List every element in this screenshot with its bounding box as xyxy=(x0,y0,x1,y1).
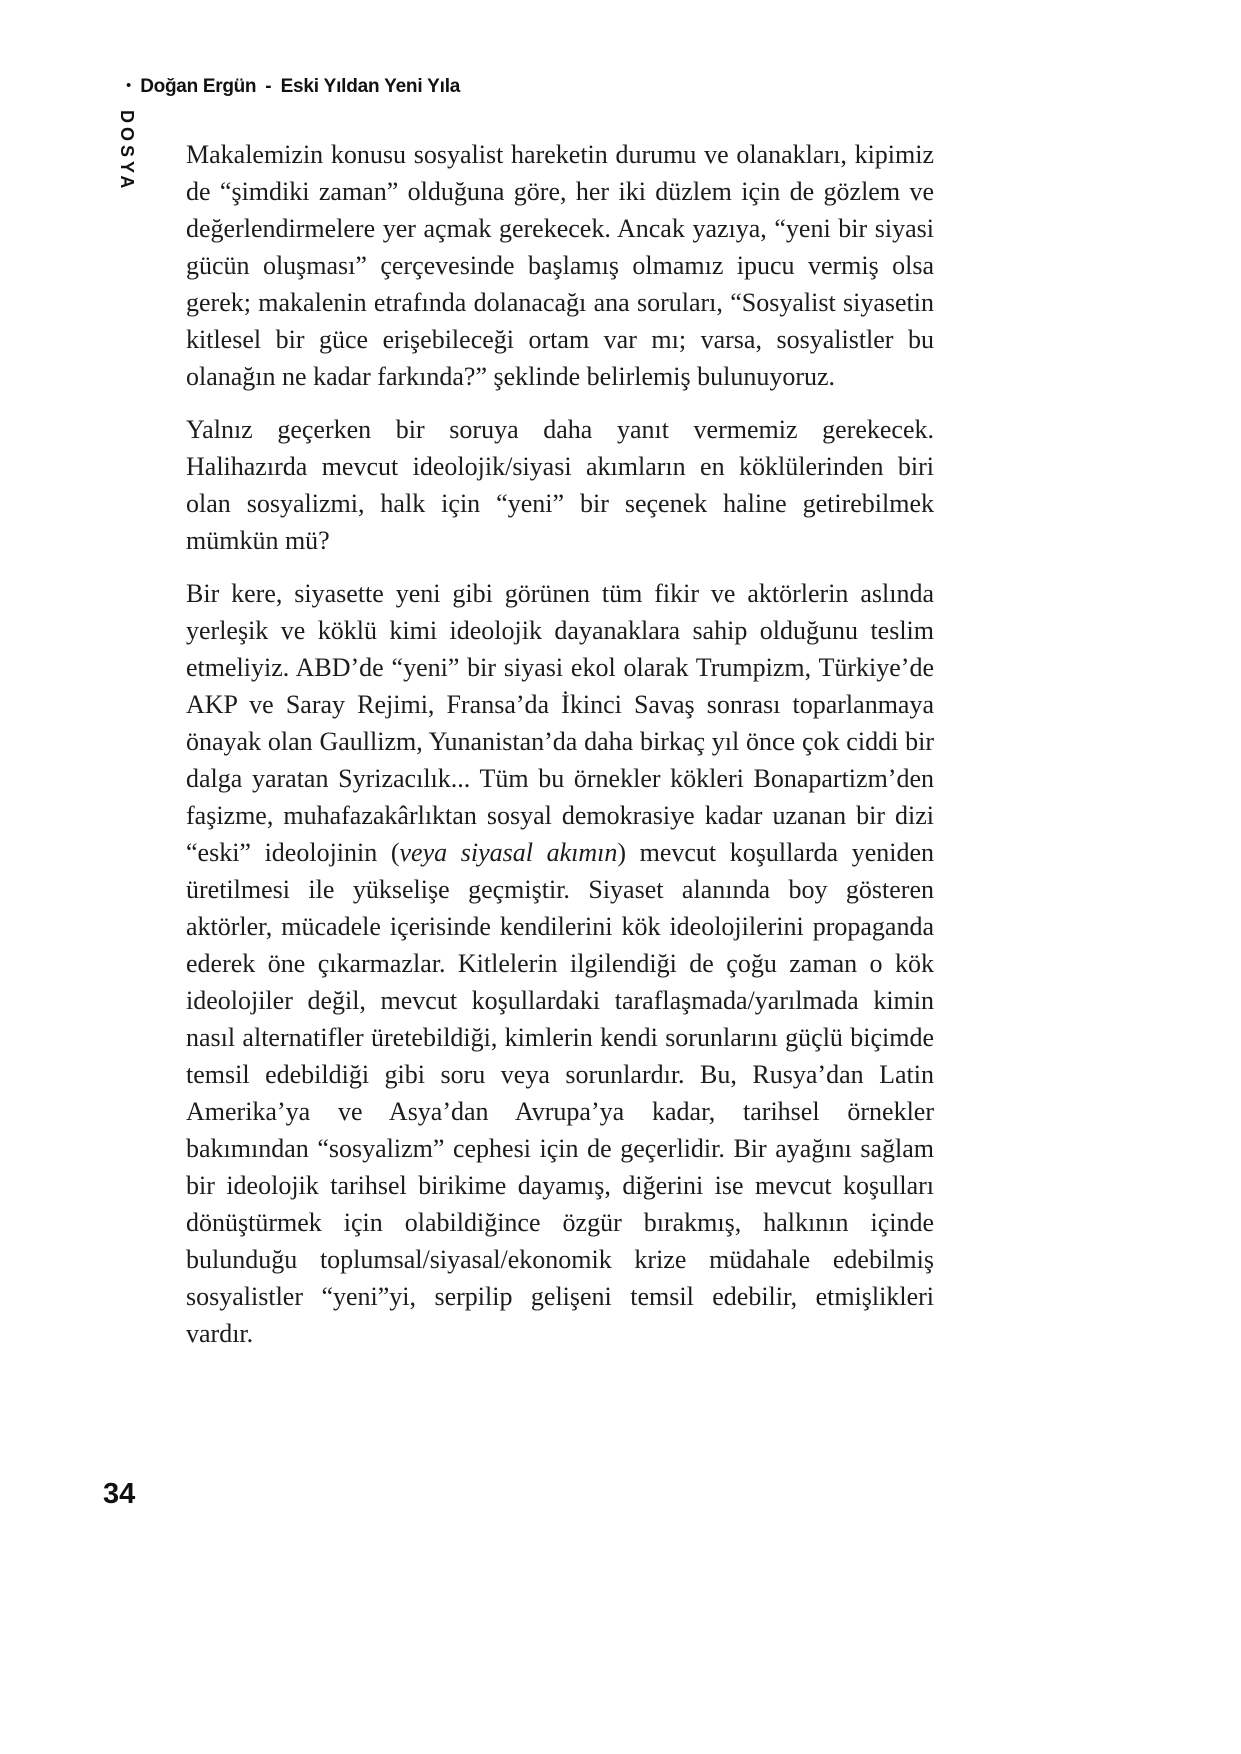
header-separator: - xyxy=(265,76,272,97)
author-name: Doğan Ergün xyxy=(140,76,257,97)
section-label-vertical: DOSYA xyxy=(117,110,137,193)
paragraph-2: Yalnız geçerken bir soruya daha yanıt vermemiz gerekecek. Halihazırda mevcut ideolojik/siyasi akımların en köklülerinden biri olan sosyalizmi, halk için “yeni” bir seçenek haline getirebilmek mümkün mü? xyxy=(186,415,934,555)
paragraph-3-text: Bir kere, siyasette yeni gibi görünen tüm fikir ve aktörlerin aslında yerleşik ve köklü kimi ideolojik dayanaklara sahip olduğunu teslim etmeliyiz. ABD’de “yeni” bir siyasi ekol olarak Trumpizm, Türkiye’de AKP ve Saray Rejimi, Fransa’da İkinci Savaş sonrası toparlanmaya önayak olan Gaullizm, Yunanistan’da daha birkaç yıl önce çok ciddi bir dalga yaratan Syrizacılık... Tüm bu örnekler kökleri Bonapartizm’den faşizme, muhafazakârlıktan sosyal demokrasiye kadar uzanan bir dizi “eski” ideolojinin ( xyxy=(186,579,934,867)
paragraph-3 xyxy=(186,575,934,1352)
paragraph-3-italic-phrase: veya siyasal akımın xyxy=(399,838,618,867)
page-header xyxy=(126,76,460,98)
page-number: 34 xyxy=(103,1478,136,1510)
article-body xyxy=(186,136,934,1352)
paragraph-3-text-continued: ) mevcut koşullarda yeniden üretilmesi ile yükselişe geçmiştir. Siyaset alanında boy gösteren aktörler, mücadele içerisinde kendilerini kök ideolojilerini propaganda ederek öne çıkarmazlar. Kitlelerin ilgilendiği de çoğu zaman o kök ideolojiler değil, mevcut koşullardaki taraflaşmada/yarılmada kimin nasıl alternatifler üretebildiği, kimlerin kendi sorunlarını güçlü biçimde temsil edebildiği gibi soru veya sorunlardır. Bu, Rusya’dan Latin Amerika’ya ve Asya’dan Avrupa’ya kadar, tarihsel örnekler bakımından “sosyalizm” cephesi için de geçerlidir. Bir ayağını sağlam bir ideolojik tarihsel birikime dayamış, diğerini ise mevcut koşulları dönüştürmek için olabildiğince özgür bırakmış, halkının içinde bulunduğu toplumsal/siyasal/ekonomik krize müdahale edebilmiş sosyalistler “yeni”yi, serpilip gelişeni temsil edebilir, etmişlikleri vardır. xyxy=(186,838,935,1348)
article-title: Eski Yıldan Yeni Yıla xyxy=(280,76,461,97)
bullet-icon: • xyxy=(126,77,132,94)
paragraph-1: Makalemizin konusu sosyalist hareketin durumu ve olanakları, kipimiz de “şimdiki zaman” olduğuna göre, her iki düzlem için de gözlem ve değerlendirmelere yer açmak gerekecek. Ancak yazıya, “yeni bir siyasi gücün oluşması” çerçevesinde başlamış olmamız ipucu vermiş olsa gerek; makalenin etrafında dolanacağı ana soruları, “Sosyalist siyasetin kitlesel bir güce erişebileceği ortam var mı; varsa, sosyalistler bu olanağın ne kadar farkında?” şeklinde belirlemiş bulunuyoruz. xyxy=(186,140,934,391)
